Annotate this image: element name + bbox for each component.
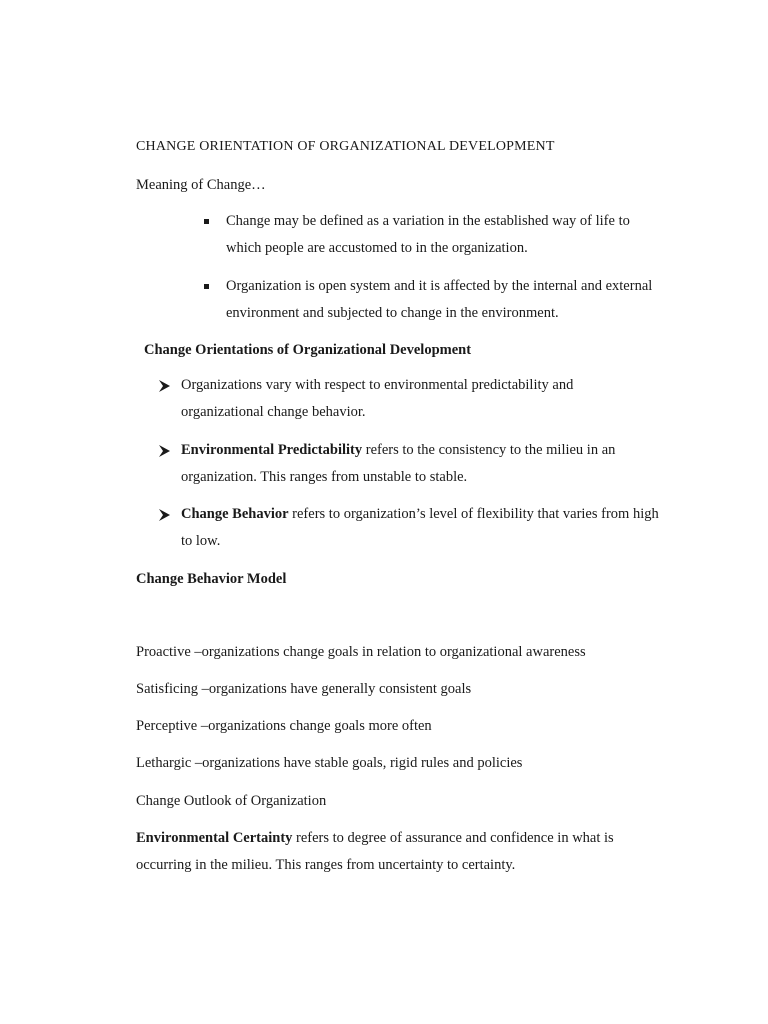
list-item-bold: Environmental Predictability (181, 442, 363, 458)
list-item-text-rest: refers to organization’s level of flexibility that varies from high (288, 506, 659, 522)
model-item: Perceptive –organizations change goals more often (136, 718, 432, 734)
orientations-heading: Change Orientations of Organizational Development (144, 342, 472, 358)
model-heading: Change Behavior Model (136, 571, 287, 587)
model-item: Proactive –organizations change goals in relation to organizational awareness (136, 644, 586, 660)
square-bullet-icon (204, 284, 209, 289)
model-item: Lethargic –organizations have stable goals, rigid rules and policies (136, 755, 523, 771)
arrow-bullet-icon (158, 508, 172, 522)
list-item-text: Change may be defined as a variation in the established way of life to (226, 213, 630, 229)
list-item-text (181, 442, 615, 459)
arrow-bullet-icon (158, 444, 172, 458)
certainty-paragraph-line2: occurring in the milieu. This ranges from uncertainty to certainty. (136, 857, 516, 873)
certainty-text-rest: refers to degree of assurance and confidence in what is (292, 830, 614, 846)
list-item-text-rest: Organizations vary with respect to environmental predictability and (181, 377, 574, 393)
list-item-text (181, 377, 573, 394)
list-item-text: to low. (181, 533, 221, 549)
model-item: Change Outlook of Organization (136, 793, 327, 809)
list-item-text-rest: refers to the consistency to the milieu in an (362, 442, 616, 458)
list-item-text: Organization is open system and it is affected by the internal and external (226, 278, 653, 294)
document-title: CHANGE ORIENTATION OF ORGANIZATIONAL DEVELOPMENT (136, 139, 555, 154)
certainty-bold: Environmental Certainty (136, 830, 293, 846)
model-item: Satisficing –organizations have generally consistent goals (136, 681, 472, 697)
list-item-text: which people are accustomed to in the organization. (226, 240, 528, 256)
arrow-bullet-icon (158, 379, 172, 393)
list-item-text: organizational change behavior. (181, 404, 366, 420)
list-item-text (181, 506, 659, 523)
certainty-paragraph-line1 (136, 830, 614, 847)
meaning-heading: Meaning of Change… (136, 177, 266, 193)
list-item-text: organization. This ranges from unstable to stable. (181, 469, 468, 485)
list-item-bold: Change Behavior (181, 506, 289, 522)
square-bullet-icon (204, 219, 209, 224)
list-item-text: environment and subjected to change in the environment. (226, 305, 559, 321)
